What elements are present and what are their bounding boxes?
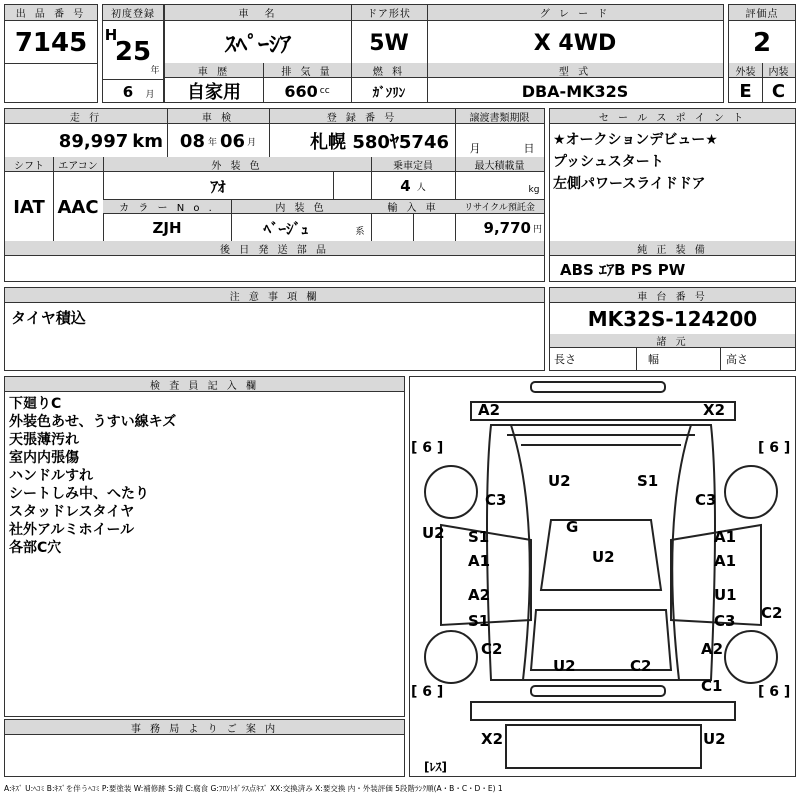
inspector-note-7: スタッドレスタイヤ — [9, 504, 135, 520]
chassis-number: MK32S-124200 — [587, 307, 758, 331]
insp-year-unit: 年 — [207, 137, 217, 148]
damage-mark-front-fender-left: C3 — [485, 491, 507, 509]
era-label: H — [104, 26, 118, 44]
int-score: C — [771, 80, 786, 102]
recycle-cell — [455, 215, 544, 241]
damage-mark-front-bumper-right: X2 — [703, 401, 726, 419]
ext-score: E — [739, 80, 752, 102]
displacement-unit: cc — [319, 86, 330, 96]
later-parts-label: 後 日 発 送 部 品 — [5, 241, 544, 256]
tire-count-fl: [ 6 ] — [411, 440, 444, 456]
damage-mark-rear-fender-right: A2 — [701, 640, 724, 658]
inspection-label: 車 検 — [167, 109, 269, 124]
damage-mark-roof: U2 — [592, 548, 615, 566]
damage-mark-rear-door-right-1: A1 — [714, 552, 737, 570]
score-label: 評価点 — [729, 5, 795, 21]
office-box — [4, 719, 405, 777]
inspector-note-3: 天張薄汚れ — [9, 432, 79, 448]
fuel-label: 燃 料 — [351, 63, 427, 78]
shift-label: シフト — [5, 157, 53, 172]
length-label: 長さ — [554, 353, 576, 366]
history: 自家用 — [187, 82, 241, 103]
damage-code-legend: A:ｷｽﾞ U:ﾍｺﾐ B:ｷｽﾞを伴うﾍｺﾐ P:要塗装 W:補修跡 S:錆 C:腐食 G:ﾌﾛﾝﾄｶﾞﾗｽ点ｷｽﾞ XX:交換済み X:要交換 内・外装評価 5段階ﾗﾝｸ順(A・B・C・D・E) 1 — [4, 784, 503, 793]
import-label: 輸 入 車 — [371, 200, 455, 214]
spare-tire-label: [ﾚｽ] — [424, 760, 447, 774]
score-box — [728, 4, 796, 103]
mileage-unit: km — [132, 130, 163, 152]
tire-count-rl: [ 6 ] — [411, 684, 444, 700]
inspector-note-1: 下廻りC — [9, 396, 62, 412]
sales-point-2: プッシュスタート — [553, 154, 664, 170]
capacity-unit: 人 — [416, 182, 426, 193]
mileage-label: 走 行 — [5, 109, 167, 124]
damage-mark-rear-door-left-1: A2 — [468, 586, 491, 604]
lot-box — [4, 4, 98, 103]
transfer-month-unit: 月 — [469, 142, 481, 155]
inspector-note-5: ハンドルすれ — [9, 468, 93, 484]
recycle-label: リサイクル預託金 — [455, 200, 544, 214]
capacity-label: 乗車定員 — [371, 157, 455, 172]
damage-mark-left-mirror: U2 — [422, 524, 445, 542]
notes-box — [4, 287, 545, 371]
first-reg-month: 6 — [122, 83, 134, 101]
damage-mark-front-fender-right: C3 — [695, 491, 717, 509]
chassis-label: 車 台 番 号 — [550, 288, 795, 303]
load-label: 最大積載量 — [455, 157, 544, 172]
int-label: 内装 — [762, 63, 795, 78]
interior-color-label: 内 装 色 — [231, 200, 371, 214]
car-name: ｽﾍﾟｰｼｱ — [224, 32, 291, 58]
damage-mark-hood-right: S1 — [637, 472, 659, 490]
inspection-month: 06 — [220, 130, 246, 152]
inspector-note-2: 外装色あせ、うすい線キズ — [9, 414, 177, 430]
notes-text: タイヤ積込 — [11, 309, 86, 327]
transfer-day-unit: 日 — [523, 142, 535, 155]
model-label: 型 式 — [427, 63, 723, 78]
transfer-label: 譲渡書類期限 — [455, 109, 544, 124]
notes-label: 注 意 事 項 欄 — [5, 288, 544, 303]
inspection-cell — [167, 125, 269, 157]
month-unit: 月 — [145, 89, 155, 100]
grade: X 4WD — [533, 30, 617, 56]
inspector-label: 検 査 員 記 入 欄 — [5, 377, 404, 392]
damage-mark-front-door-left-1: S1 — [468, 528, 490, 546]
damage-mark-rear-fender-left: C2 — [481, 640, 503, 658]
color-no-label: カ ラ ー N o . — [103, 200, 231, 214]
damage-mark-hood-left: U2 — [548, 472, 571, 490]
displacement: 660 — [284, 81, 318, 101]
model: DBA-MK32S — [521, 81, 629, 101]
damage-mark-rear-door-right-3: C3 — [714, 612, 736, 630]
score: 2 — [752, 28, 772, 58]
office-label: 事 務 局 よ り ご 案 内 — [5, 720, 404, 735]
recycle-unit: 円 — [532, 224, 542, 235]
color-number: ZJH — [152, 219, 182, 237]
tire-count-fr: [ 6 ] — [758, 440, 791, 456]
damage-mark-front-door-right: A1 — [714, 528, 737, 546]
damage-mark-front-door-left-2: A1 — [468, 552, 491, 570]
displacement-cell — [263, 79, 351, 103]
damage-mark-rear-bumper-right: U2 — [703, 730, 726, 748]
interior-color-unit: 系 — [355, 226, 365, 237]
ac-label: エアコン — [53, 157, 103, 172]
inspector-note-9: 各部C穴 — [9, 540, 62, 556]
tire-count-rr: [ 6 ] — [758, 684, 791, 700]
shift: IAT — [13, 196, 45, 218]
first-reg-box — [102, 4, 164, 103]
capacity: 4 — [400, 177, 411, 195]
main-spec-box — [164, 4, 724, 103]
chassis-box — [549, 287, 796, 371]
year-unit: 年 — [150, 65, 160, 76]
inspector-note-6: シートしみ中、へたり — [9, 486, 149, 502]
lot-number: 7145 — [14, 28, 88, 58]
mileage: 89,997 — [58, 130, 129, 152]
car-name-label: 車 名 — [165, 5, 351, 21]
history-label: 車 歴 — [165, 63, 263, 78]
door-type: 5W — [369, 30, 409, 56]
damage-mark-rear-door-left-2: S1 — [468, 612, 490, 630]
damage-mark-front-bumper-left: A2 — [478, 401, 501, 419]
fuel: ｶﾞｿﾘﾝ — [372, 85, 406, 101]
damage-mark-rear-door-right-2: U1 — [714, 586, 737, 604]
plate-label: 登 録 番 号 — [269, 109, 455, 124]
inspector-note-4: 室内内張傷 — [9, 450, 79, 466]
interior-color: ﾍﾞｰｼﾞｭ — [263, 219, 309, 238]
damage-mark-rear-hatch-right: C2 — [630, 657, 652, 675]
ac: AAC — [57, 196, 99, 218]
plate-number: 札幌 580ﾔ5746 — [310, 132, 449, 153]
dimensions-label: 諸 元 — [550, 334, 795, 348]
ext-label: 外装 — [729, 63, 762, 78]
damage-mark-windshield: G — [566, 518, 579, 536]
sales-points-label: セ ー ル ス ポ イ ン ト — [550, 109, 795, 124]
lot-label: 出 品 番 号 — [5, 5, 97, 21]
displacement-label: 排 気 量 — [263, 63, 351, 78]
recycle-fee: 9,770 — [483, 219, 531, 237]
first-reg-year: 25 — [114, 37, 152, 67]
color-label: 外 装 色 — [103, 157, 371, 172]
inspection-year: 08 — [179, 130, 205, 152]
damage-mark-rear-bumper-left: X2 — [481, 730, 504, 748]
damage-mark-right-side: C2 — [761, 604, 783, 622]
capacity-cell — [371, 173, 455, 199]
inspector-note-8: 社外アルミホイール — [9, 522, 135, 538]
sales-point-3: 左側パワースライドドア — [553, 176, 706, 192]
genuine-equipment-label: 純 正 装 備 — [550, 241, 795, 256]
inspector-box — [4, 376, 405, 717]
load-unit: kg — [528, 185, 540, 195]
door-label: ドア形状 — [351, 5, 427, 21]
width-label: 幅 — [648, 353, 659, 366]
vehicle-detail-box — [4, 108, 545, 282]
height-label: 高さ — [726, 353, 748, 366]
sales-point-1: ★オークションデビュー★ — [553, 132, 718, 148]
damage-mark-rear-quarter-right: C1 — [701, 677, 723, 695]
genuine-equipment: ABS ｴｱB PS PW — [560, 260, 686, 279]
insp-month-unit: 月 — [247, 137, 257, 148]
mileage-cell — [5, 125, 167, 157]
car-outline-diagram — [411, 380, 794, 776]
first-reg-label: 初度登録 — [103, 5, 163, 21]
exterior-color: ｱｵ — [210, 177, 226, 196]
damage-mark-rear-hatch-left: U2 — [553, 657, 576, 675]
sales-points-box — [549, 108, 796, 282]
grade-label: グ レ ー ド — [427, 5, 723, 21]
